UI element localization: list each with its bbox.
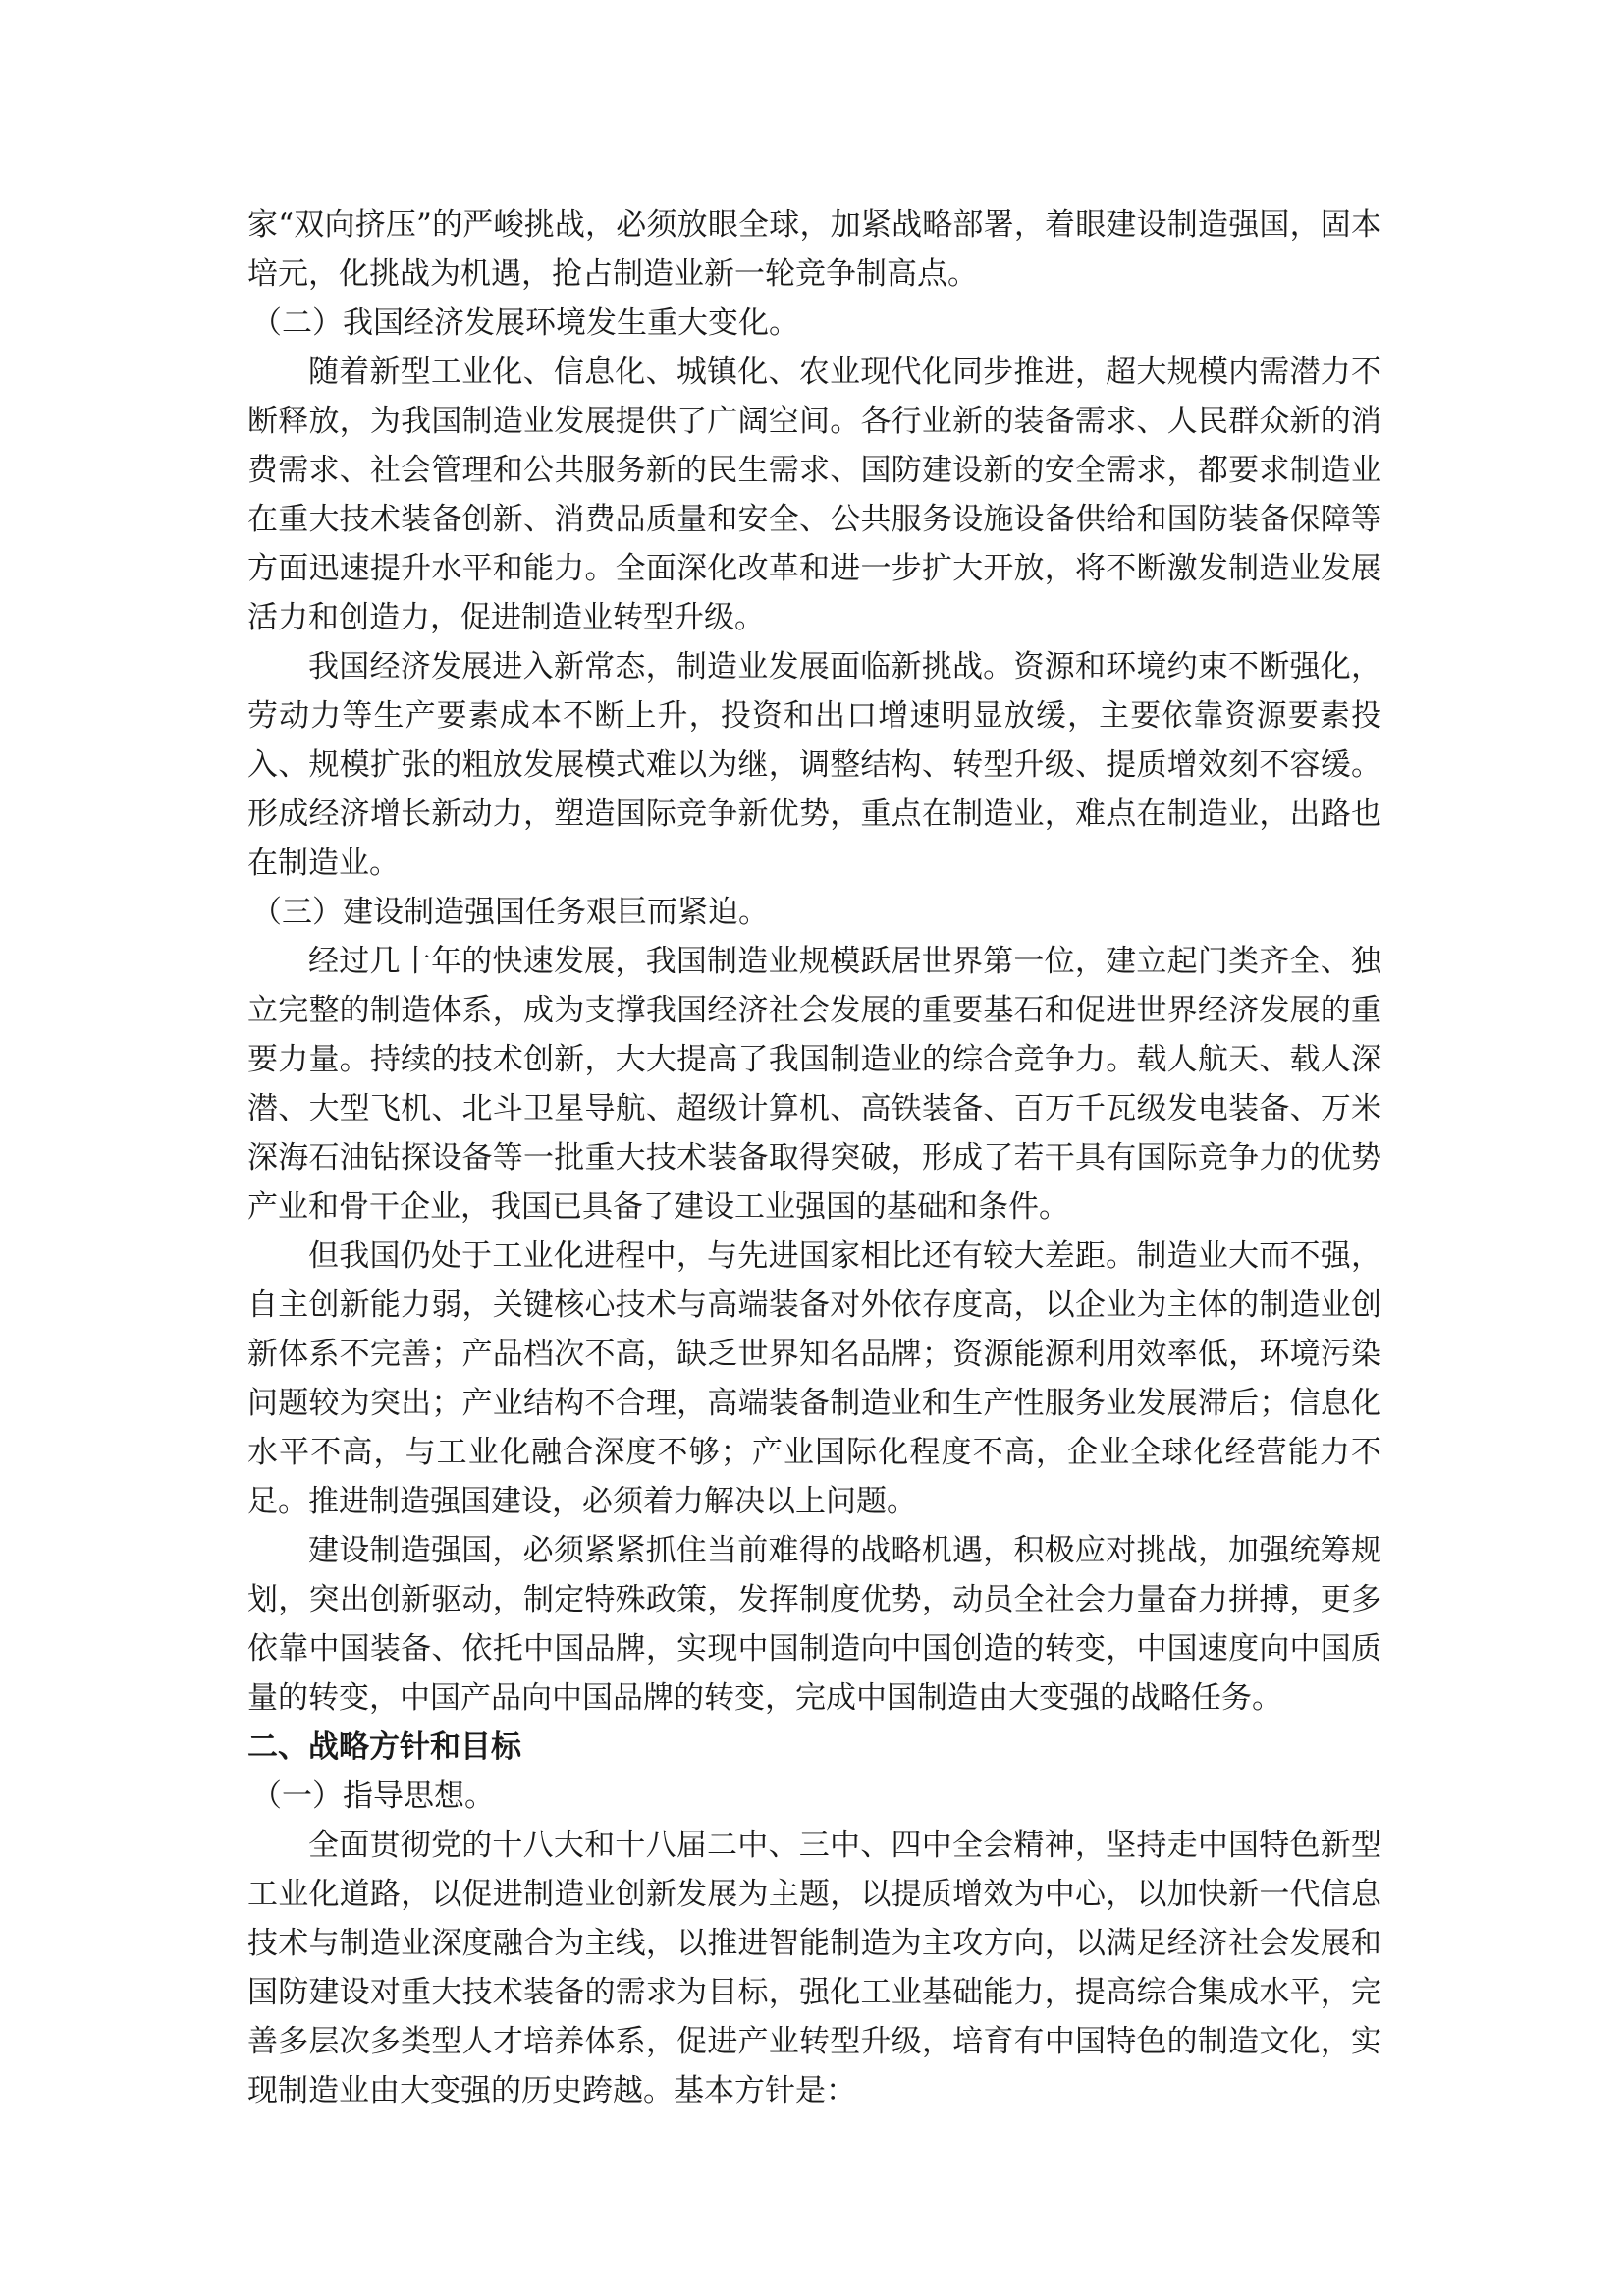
- paragraph-strategic-task: 建设制造强国，必须紧紧抓住当前难得的战略机遇，积极应对挑战，加强统筹规划，突出创新驱动，制定特殊政策，发挥制度优势，动员全社会力量奋力拼搏，更多依靠中国装备、依托中国品牌，实现中国制造向中国创造的转变，中国速度向中国质量的转变，中国产品向中国品牌的转变，完成中国制造由大变强的战略任务。: [247, 1533, 1381, 1716]
- paragraph-gaps: 但我国仍处于工业化进程中，与先进国家相比还有较大差距。制造业大而不强，自主创新能力弱，关键核心技术与高端装备对外依存度高，以企业为主体的制造业创新体系不完善；产品档次不高，缺乏世界知名品牌；资源能源利用效率低，环境污染问题较为突出；产业结构不合理，高端装备制造业和生产性服务业发展滞后；信息化水平不高，与工业化融合深度不够；产业国际化程度不高，企业全球化经营能力不足。推进制造强国建设，必须着力解决以上问题。: [247, 1238, 1381, 1519]
- paragraph-domestic-demand: 随着新型工业化、信息化、城镇化、农业现代化同步推进，超大规模内需潜力不断释放，为我国制造业发展提供了广阔空间。各行业新的装备需求、人民群众新的消费需求、社会管理和公共服务新的民生需求、国防建设新的安全需求，都要求制造业在重大技术装备创新、消费品质量和安全、公共服务设施设备供给和国防装备保障等方面迅速提升水平和能力。全面深化改革和进一步扩大开放，将不断激发制造业发展活力和创造力，促进制造业转型升级。: [247, 355, 1381, 635]
- paragraph-continuation: 家“双向挤压”的严峻挑战，必须放眼全球，加紧战略部署，着眼建设制造强国，固本培元，化挑战为机遇，抢占制造业新一轮竞争制高点。: [247, 207, 1381, 292]
- section-heading-3: （三）建设制造强国任务艰巨而紧迫。: [251, 895, 769, 930]
- section-heading-guiding-ideology: （一）指导思想。: [251, 1778, 495, 1814]
- document-body: [247, 200, 1381, 2115]
- paragraph-achievements: 经过几十年的快速发展，我国制造业规模跃居世界第一位，建立起门类齐全、独立完整的制造体系，成为支撑我国经济社会发展的重要基石和促进世界经济发展的重要力量。持续的技术创新，大大提高了我国制造业的综合竞争力。载人航天、载人深潜、大型飞机、北斗卫星导航、超级计算机、高铁装备、百万千瓦级发电装备、万米深海石油钻探设备等一批重大技术装备取得突破，形成了若干具有国际竞争力的优势产业和骨干企业，我国已具备了建设工业强国的基础和条件。: [247, 944, 1381, 1225]
- paragraph-guiding-ideology: 全面贯彻党的十八大和十八届二中、三中、四中全会精神，坚持走中国特色新型工业化道路，以促进制造业创新发展为主题，以提质增效为中心，以加快新一代信息技术与制造业深度融合为主线，以推进智能制造为主攻方向，以满足经济社会发展和国防建设对重大技术装备的需求为目标，强化工业基础能力，提高综合集成水平，完善多层次多类型人才培养体系，促进产业转型升级，培育有中国特色的制造文化，实现制造业由大变强的历史跨越。基本方针是：: [247, 1828, 1381, 2108]
- paragraph-new-normal: 我国经济发展进入新常态，制造业发展面临新挑战。资源和环境约束不断强化，劳动力等生产要素成本不断上升，投资和出口增速明显放缓，主要依靠资源要素投入、规模扩张的粗放发展模式难以为继，调整结构、转型升级、提质增效刻不容缓。形成经济增长新动力，塑造国际竞争新优势，重点在制造业，难点在制造业，出路也在制造业。: [247, 649, 1381, 881]
- section-heading-2: （二）我国经济发展环境发生重大变化。: [251, 305, 799, 341]
- chapter-heading: 二、战略方针和目标: [247, 1729, 521, 1765]
